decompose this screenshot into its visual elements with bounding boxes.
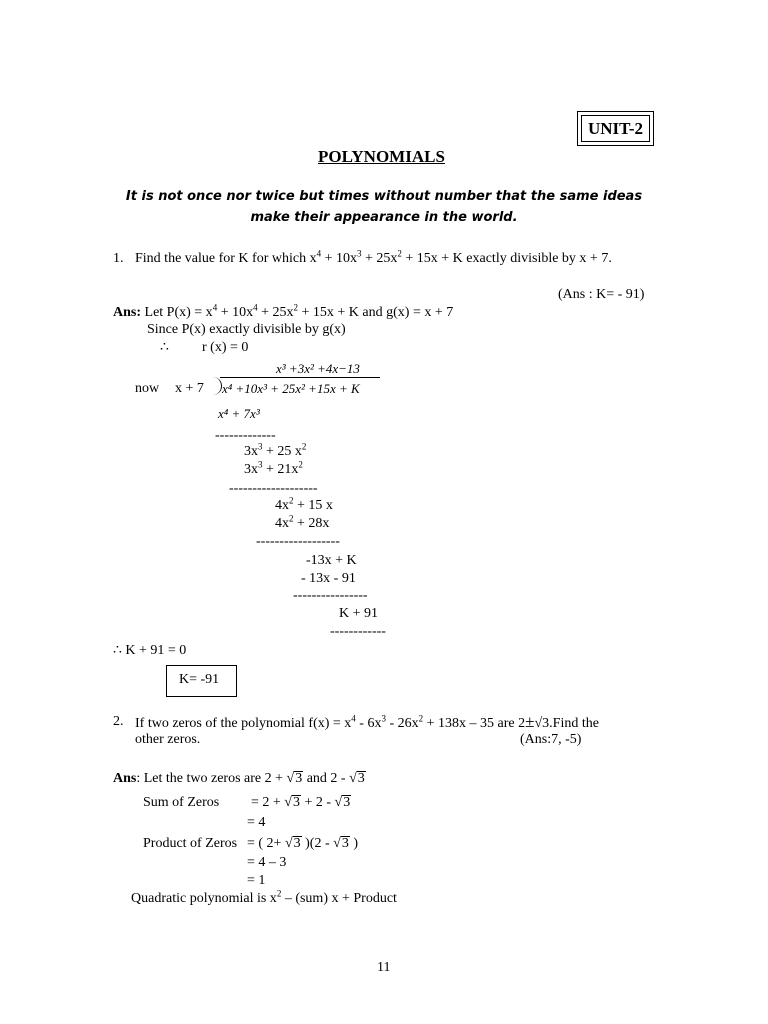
question-1-answer-hint: (Ans : K= - 91)	[558, 287, 645, 302]
product-of-zeros-expression: = ( 2+ √3 )(2 - √3 )	[247, 836, 358, 851]
question-2-text: If two zeros of the polynomial $f(x) = x^4 - 6x^3 - 26x^2 + 138x - 35$ are 2±√3.Find the	[135, 712, 599, 731]
sum-of-zeros-label: Sum of Zeros	[143, 795, 220, 810]
question-2-line-2: other zeros.	[135, 732, 201, 747]
division-dash-4: ----------------	[293, 588, 368, 603]
therefore-symbol: ∴	[160, 340, 169, 355]
page-title: POLYNOMIALS	[318, 147, 445, 166]
division-divisor: x + 7	[175, 381, 204, 396]
sqrt-icon: √3	[349, 771, 365, 786]
quote-line-1: It is not once nor twice but times without number that the same ideas	[125, 189, 643, 204]
division-dividend: x⁴ +10x³ + 25x² +15x + K	[222, 381, 360, 396]
division-dash-2: -------------------	[229, 481, 318, 496]
answer-2-let: Ans: Let the two zeros are 2 + √3 and 2 - √3	[113, 771, 365, 786]
answer-1-boxed-value: K= -91	[179, 672, 220, 687]
division-step-1: x⁴ + 7x³	[218, 406, 260, 421]
division-bar	[220, 377, 380, 378]
sum-of-zeros-expression: = 2 + √3 + 2 - √3	[251, 795, 351, 810]
sqrt-icon: √3	[284, 836, 301, 851]
sqrt-icon: √3	[333, 836, 349, 851]
division-dash-3: ------------------	[256, 534, 340, 549]
question-1-number: 1.	[113, 251, 124, 266]
question-1-text: Find the value for K for which $x^4 + 10x^3 + 25x^2 + 15x + K$ exactly divisible by x + 7.	[135, 248, 612, 266]
division-dash-1: -------------	[215, 428, 276, 443]
remainder-statement: r (x) = 0	[202, 340, 249, 355]
page-number: 11	[377, 960, 391, 975]
division-bracket	[212, 377, 222, 395]
answer-1-conclusion: ∴ K + 91 = 0	[113, 643, 187, 658]
division-remainder: K + 91	[339, 606, 379, 621]
division-step-2a: $3x^3 + 25$ $x^2$	[244, 441, 307, 459]
division-dash-5: ------------	[330, 624, 386, 639]
quadratic-polynomial-form: Quadratic polynomial is $x^2 - (sum) x$ + Product	[131, 888, 397, 906]
product-of-zeros-step: = 4 – 3	[247, 855, 287, 870]
product-of-zeros-label: Product of Zeros	[143, 836, 238, 851]
question-2-answer-hint: (Ans:7, -5)	[520, 732, 582, 747]
sqrt-icon: √3	[286, 771, 303, 786]
division-step-2b: $3x^3 + 21x^2$	[244, 459, 303, 477]
division-step-3b: $4x^2 + 28x$	[275, 513, 330, 531]
unit-label: UNIT-2	[581, 115, 650, 142]
unit-box	[577, 111, 654, 146]
question-2-number: 2.	[113, 714, 124, 729]
division-step-4b: - 13x - 91	[301, 571, 356, 586]
division-step-4a: -13x + K	[306, 553, 357, 568]
quote-line-2: make their appearance in the world.	[250, 210, 518, 225]
answer-1-since: Since P(x) exactly divisible by g(x)	[147, 322, 346, 337]
division-now: now	[135, 381, 160, 396]
product-of-zeros-result: = 1	[247, 873, 266, 888]
sqrt-icon: √3	[284, 795, 300, 810]
division-step-3a: $4x^2 + 15$ x	[275, 495, 333, 513]
sum-of-zeros-result: = 4	[247, 815, 266, 830]
answer-1-let: Ans: Let $P(x) = x^4 + 10x^4 + 25x^2 + 15x + K$ and g(x) = x + 7	[113, 302, 454, 320]
sqrt-icon: √3	[334, 795, 351, 810]
division-quotient: x³ +3x² +4x−13	[276, 361, 360, 376]
